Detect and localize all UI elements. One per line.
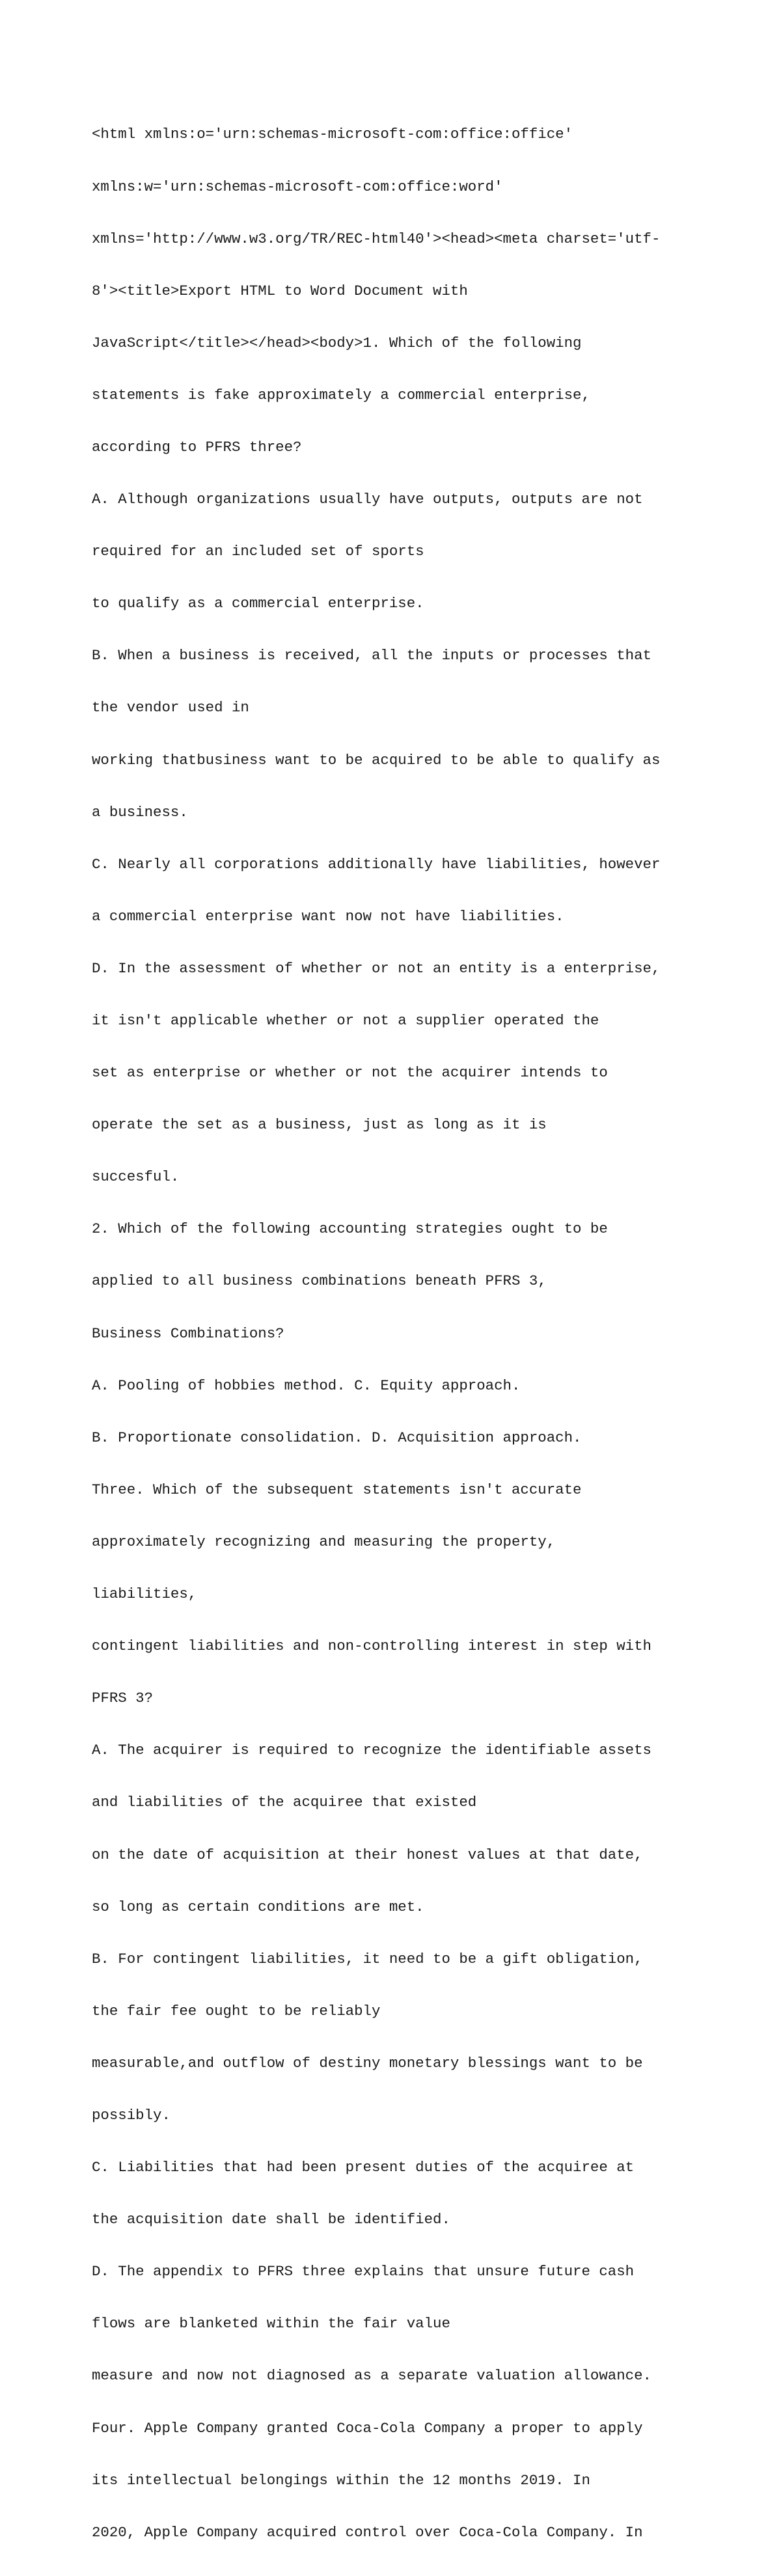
text-line: possibly. (92, 2106, 171, 2124)
text-line: statements is fake approximately a commercial enterprise, (92, 386, 590, 404)
text-line: a business. (92, 803, 188, 821)
text-line: the fair fee ought to be reliably (92, 2002, 381, 2020)
text-line: set as enterprise or whether or not the acquirer intends to (92, 1064, 608, 1082)
text-line: D. In the assessment of whether or not an entity is a enterprise, (92, 959, 661, 977)
text-line: PFRS 3? (92, 1690, 154, 1707)
text-line: required for an included set of sports (92, 543, 424, 560)
text-line: D. The appendix to PFRS three explains that unsure future cash (92, 2263, 635, 2281)
text-line: so long as certain conditions are met. (92, 1898, 424, 1915)
text-line: measurable,and outflow of destiny monetary blessings want to be (92, 2054, 643, 2072)
text-line: 8'><title>Export HTML to Word Document with (92, 282, 468, 299)
text-line: <html xmlns:o='urn:schemas-microsoft-com:office:office' (92, 126, 573, 143)
text-line: A. Although organizations usually have outputs, outputs are not (92, 491, 643, 508)
text-line: xmlns='http://www.w3.org/TR/REC-html40'><head><meta charset='utf- (92, 230, 661, 247)
text-line: B. When a business is received, all the inputs or processes that (92, 647, 651, 665)
text-line: to qualify as a commercial enterprise. (92, 595, 424, 612)
text-line: A. The acquirer is required to recognize the identifiable assets (92, 1742, 651, 1759)
text-line: its intellectual belongings within the 12 months 2019. In (92, 2471, 590, 2489)
text-line: according to PFRS three? (92, 438, 302, 456)
text-line: Business Combinations? (92, 1324, 284, 1342)
text-line: C. Liabilities that had been present duties of the acquiree at (92, 2159, 635, 2176)
text-line: succesful. (92, 1168, 180, 1186)
text-line: and liabilities of the acquiree that existed (92, 1794, 477, 1811)
text-line: JavaScript</title></head><body>1. Which of the following (92, 334, 582, 351)
text-line: measure and now not diagnosed as a separate valuation allowance. (92, 2367, 651, 2385)
text-line: the acquisition date shall be identified. (92, 2211, 450, 2228)
text-line: Three. Which of the subsequent statements isn't accurate (92, 1481, 582, 1498)
text-line: operate the set as a business, just as long as it is (92, 1116, 547, 1134)
text-line: B. Proportionate consolidation. D. Acquisition approach. (92, 1429, 582, 1446)
text-line: approximately recognizing and measuring the property, (92, 1533, 556, 1550)
text-line: Four. Apple Company granted Coca-Cola Company a proper to apply (92, 2419, 643, 2437)
text-line: B. For contingent liabilities, it need to be a gift obligation, (92, 1950, 643, 1967)
text-line: applied to all business combinations beneath PFRS 3, (92, 1272, 547, 1290)
text-line: contingent liabilities and non-controlling interest in step with (92, 1637, 651, 1655)
text-line: xmlns:w='urn:schemas-microsoft-com:office:word' (92, 178, 503, 195)
text-line: A. Pooling of hobbies method. C. Equity approach. (92, 1377, 521, 1394)
text-line: a commercial enterprise want now not have liabilities. (92, 907, 564, 925)
text-line: the vendor used in (92, 699, 249, 717)
text-line: 2. Which of the following accounting strategies ought to be (92, 1220, 608, 1238)
text-line: it isn't applicable whether or not a supplier operated the (92, 1012, 599, 1029)
text-line: flows are blanketed within the fair value (92, 2315, 450, 2333)
text-line: on the date of acquisition at their honest values at that date, (92, 1846, 643, 1863)
text-line: C. Nearly all corporations additionally have liabilities, however (92, 855, 661, 873)
text-line: liabilities, (92, 1585, 197, 1603)
document-text (92, 91, 704, 2576)
text-line: 2020, Apple Company acquired control over Coca-Cola Company. In (92, 2523, 643, 2541)
text-line: working thatbusiness want to be acquired to be able to qualify as (92, 751, 661, 769)
